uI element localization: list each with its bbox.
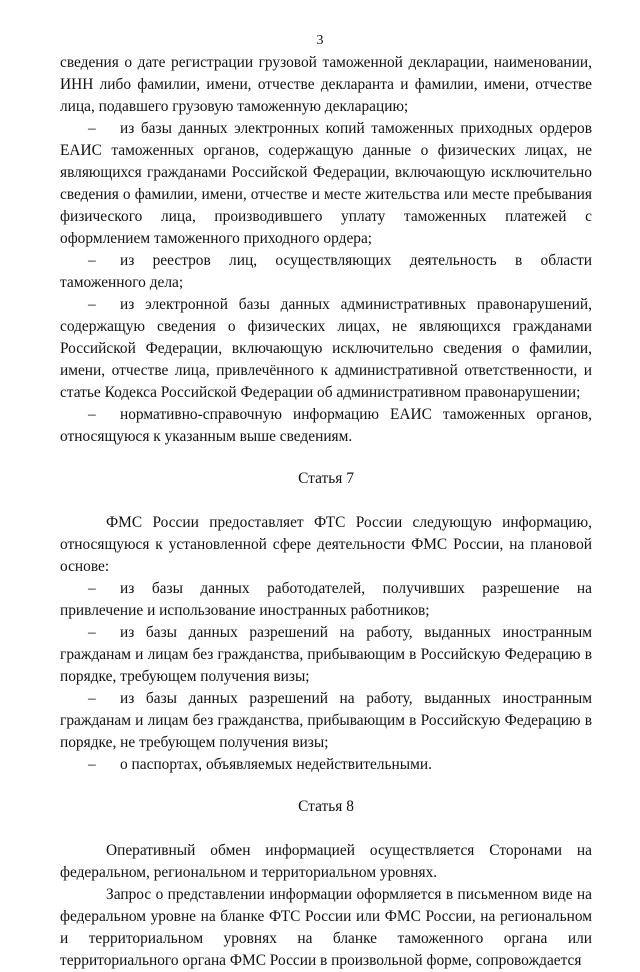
list-item-text: из базы данных электронных копий таможенных приходных ордеров ЕАИС таможенных органов, содержащую данные о физических лицах, не являющихся гражданами Российской Федерации, включающую исключительно сведения о фамилии, имени, отчестве и месте жительства или месте пребывания физического лица, производившего уплату таможенных платежей с оформлением таможенного приходного ордера; <box>60 120 592 247</box>
list-item <box>60 622 592 688</box>
article-8-paragraph: Запрос о представлении информации оформляется в письменном виде на федеральном уровне на бланке ФТС России или ФМС России, на региональном и территориальном уровнях на бланке таможенного органа или территориального органа ФМС России в произвольной форме, сопровождается <box>60 886 592 969</box>
list-item <box>60 250 592 294</box>
paragraph-continuation: сведения о дате регистрации грузовой таможенной декларации, наименовании, ИНН либо фамилии, имени, отчестве декларанта и фамилии, имени, отчестве лица, подавшего грузовую таможенную декларацию; <box>60 54 592 115</box>
dash-marker: – <box>88 690 96 707</box>
list-item-text: из реестров лиц, осуществляющих деятельность в области таможенного дела; <box>60 252 592 291</box>
list-item <box>60 754 592 776</box>
list-item-text: из электронной базы данных административных правонарушений, содержащую сведения о физических лицах, не являющихся гражданами Российской Федерации, включающую исключительно сведения о фамилии, имени, отчестве лица, привлечённого к административной ответственности, и статье Кодекса Российской Федерации об административном правонарушении; <box>60 296 592 401</box>
list-item <box>60 118 592 250</box>
list-item-text: из базы данных разрешений на работу, выданных иностранным гражданам и лицам без гражданства, прибывающим в Российскую Федерацию в порядке, не требующем получения визы; <box>60 690 592 751</box>
dash-marker: – <box>88 756 96 773</box>
article-7-intro: ФМС России предоставляет ФТС России следующую информацию, относящуюся к установленной сфере деятельности ФМС России, на плановой основе: <box>60 514 592 575</box>
list-item <box>60 578 592 622</box>
dash-marker: – <box>88 120 96 137</box>
list-item <box>60 688 592 754</box>
list-item-text: нормативно-справочную информацию ЕАИС таможенных органов, относящуюся к указанным выше сведениям. <box>60 406 592 445</box>
list-item-text: из базы данных разрешений на работу, выданных иностранным гражданам и лицам без гражданства, прибывающим в Российскую Федерацию в порядке, требующем получения визы; <box>60 624 592 685</box>
article-7-heading: Статья 7 <box>298 470 354 487</box>
list-item-text: из базы данных работодателей, получивших разрешение на привлечение и использование иностранных работников; <box>60 580 592 619</box>
list-item-text: о паспортах, объявляемых недействительными. <box>120 756 432 773</box>
article-8-heading: Статья 8 <box>298 798 354 815</box>
list-item <box>60 404 592 448</box>
list-item <box>60 294 592 404</box>
dash-marker: – <box>88 252 96 269</box>
dash-marker: – <box>88 296 96 313</box>
dash-marker: – <box>88 624 96 641</box>
dash-marker: – <box>88 406 96 423</box>
document-body <box>60 52 592 972</box>
dash-marker: – <box>88 580 96 597</box>
page-number: 3 <box>316 33 324 48</box>
article-8-paragraph: Оперативный обмен информацией осуществляется Сторонами на федеральном, региональном и территориальном уровнях. <box>60 842 592 881</box>
